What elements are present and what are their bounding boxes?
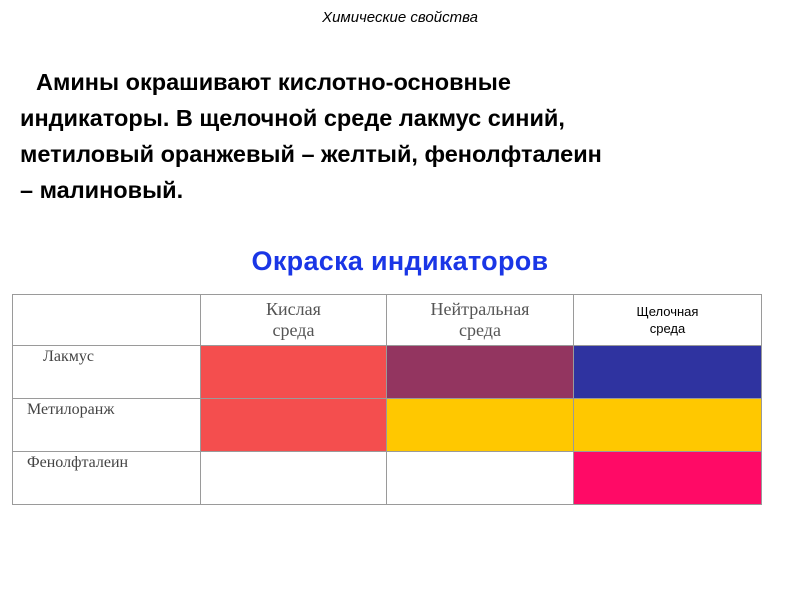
table-corner-cell — [13, 295, 201, 346]
row-label-methyl-orange: Метилоранж — [13, 399, 201, 452]
column-header-acidic — [201, 295, 387, 346]
color-cell — [201, 346, 387, 399]
intro-line: Амины окрашивают кислотно-основные — [36, 69, 511, 95]
intro-line: индикаторы. В щелочной среде лакмус синий, — [20, 105, 565, 131]
intro-line: – малиновый. — [20, 177, 184, 203]
color-cell — [574, 399, 762, 452]
color-swatch — [387, 452, 573, 504]
color-swatch — [574, 399, 761, 451]
color-swatch — [201, 452, 386, 504]
table-title: Окраска индикаторов — [251, 246, 549, 276]
color-swatch — [387, 399, 573, 451]
table-row — [13, 399, 762, 452]
column-header-line: Кислая — [266, 299, 321, 319]
color-swatch — [201, 399, 386, 451]
table-row — [13, 346, 762, 399]
indicator-color-table — [12, 294, 762, 505]
slide-subtitle: Химические свойства — [322, 9, 478, 26]
color-cell — [574, 452, 762, 505]
table-row — [13, 452, 762, 505]
color-cell — [201, 399, 387, 452]
column-header-alkaline — [574, 295, 762, 346]
column-header-line: среда — [272, 320, 315, 340]
column-header-line: Нейтральная — [430, 299, 530, 319]
color-swatch — [574, 452, 761, 504]
column-header-neutral — [387, 295, 574, 346]
color-swatch — [574, 346, 761, 398]
column-header-line: Щелочная — [636, 304, 699, 319]
intro-paragraph — [20, 64, 800, 208]
column-header-line: среда — [649, 321, 686, 336]
color-cell — [387, 346, 574, 399]
color-cell — [574, 346, 762, 399]
color-cell — [201, 452, 387, 505]
color-swatch — [387, 346, 573, 398]
color-cell — [387, 399, 574, 452]
color-cell — [387, 452, 574, 505]
intro-line: метиловый оранжевый – желтый, фенолфталеин — [20, 141, 602, 167]
column-header-line: среда — [459, 320, 501, 340]
table-header-row — [13, 295, 762, 346]
row-label-litmus: Лакмус — [13, 346, 201, 399]
row-label-phenolphthalein: Фенолфталеин — [13, 452, 201, 505]
color-swatch — [201, 346, 386, 398]
